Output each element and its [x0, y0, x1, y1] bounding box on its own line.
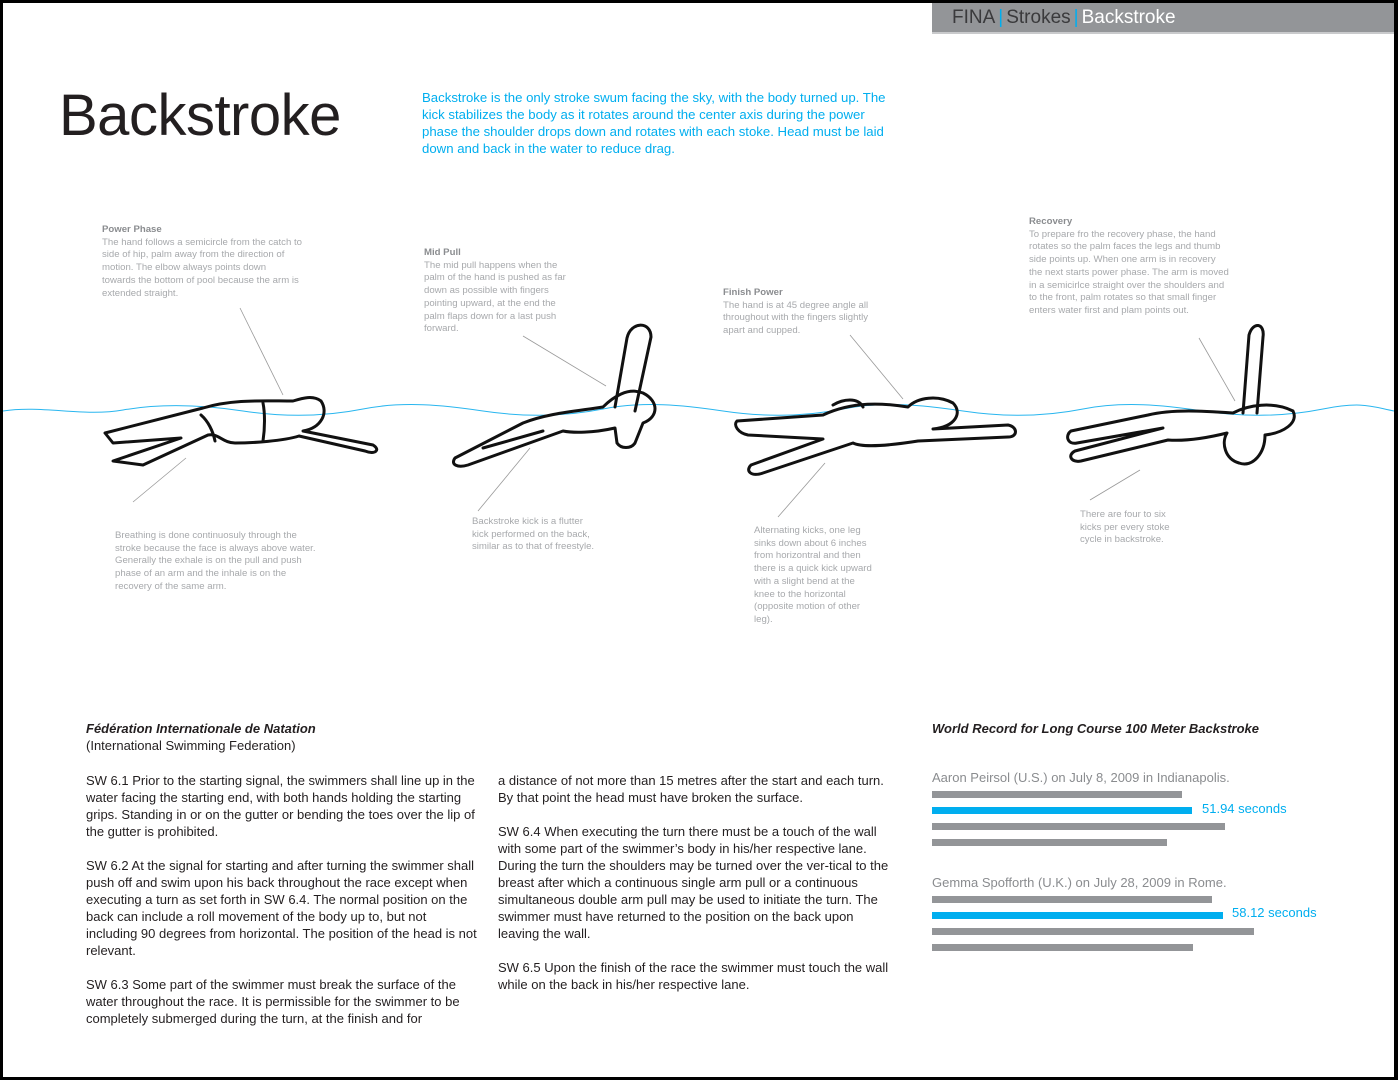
decorative-bar: [932, 823, 1225, 830]
record-label: Gemma Spofforth (U.K.) on July 28, 2009 in Rome.: [932, 875, 1227, 890]
phase-note-power: [102, 224, 302, 300]
rules-column-2: [498, 772, 896, 1010]
leader-line: [1090, 470, 1140, 500]
swimmer-mid-pull: [453, 325, 655, 466]
leader-line: [778, 463, 825, 517]
record-label: Aaron Peirsol (U.S.) on July 8, 2009 in Indianapolis.: [932, 770, 1230, 785]
rule-paragraph: SW 6.3 Some part of the swimmer must break the surface of the water throughout the race. It is permissible for the swimmer to be completely submerged during the turn, at the finish and for: [86, 977, 460, 1026]
fina-subheading: (International Swimming Federation): [86, 738, 296, 753]
rule-paragraph: SW 6.1 Prior to the starting signal, the swimmers shall line up in the water facing the starting end, with both hands holding the starting grips. Standing in or on the gutter or bending the toes over the lip of the gutter is prohibited.: [86, 773, 475, 839]
phase-heading: Power Phase: [102, 224, 162, 235]
page: [3, 3, 1394, 1077]
fina-heading: Fédération Internationale de Natation: [86, 721, 316, 736]
rule-paragraph: SW 6.2 At the signal for starting and after turning the swimmer shall push off and swim upon his back throughout the race except when executing a turn as set forth in SW 6.4. The normal position on the back can include a roll movement of the body up to, but not including 90 degrees from horizontal. The position of the head is not relevant.: [86, 858, 477, 958]
breadcrumb-separator: |: [998, 7, 1004, 28]
rule-paragraph: SW 6.5 Upon the finish of the race the swimmer must touch the wall while on the back in his/her respective lane.: [498, 960, 889, 992]
record-value: 58.12 seconds: [1232, 905, 1317, 920]
breadcrumb: [932, 3, 1394, 34]
breadcrumb-backstroke: Backstroke: [1081, 7, 1176, 28]
rule-paragraph: SW 6.4 When executing the turn there must be a touch of the wall with some part of the swimmer’s body in his/her respective lane. During the turn the shoulders may be turned over the ver-tical to the breast after which a continuous single arm pull or a continuous simultaneous double arm pull may be used to initiate the turn. The swimmer must have returned to the position on the back upon leaving the wall.: [498, 824, 889, 941]
record-value: 51.94 seconds: [1202, 801, 1287, 816]
swimmer-finish-power: [736, 398, 1016, 474]
decorative-bar: [932, 928, 1254, 935]
phase-description: To prepare fro the recovery phase, the hand rotates so the palm faces the legs and thumb side points up. When one arm is in recovery the next starts power phase. The arm is moved in a semicirlce straight over the shoulders and to the front, palm rotates so that small finger enters water first and plam points out.: [1029, 228, 1229, 316]
breadcrumb-separator: |: [1073, 7, 1079, 28]
kick-count-note: There are four to six kicks per every stoke cycle in backstroke.: [1080, 509, 1170, 546]
breathing-note: Breathing is done continuosuly through the stroke because the face is always above water. Generally the exhale is on the pull and push phase of an arm and the inhale is on the recovery of the same arm.: [115, 530, 316, 592]
breadcrumb-fina[interactable]: FINA: [952, 7, 996, 28]
world-record-heading: World Record for Long Course 100 Meter Backstroke: [932, 721, 1260, 736]
intro-text: Backstroke is the only stroke swum facing the sky, with the body turned up. The kick stabilizes the body as it rotates around the center axis during the power phase the shoulder drops down and rotates with each stoke. Head must be laid down and back in the water to reduce drag.: [422, 90, 886, 156]
phase-heading: Mid Pull: [424, 247, 461, 258]
phase-note-recovery: [1029, 216, 1229, 318]
leader-line: [523, 336, 606, 386]
swimmer-recovery: [1068, 325, 1295, 464]
breadcrumb-strokes[interactable]: Strokes: [1006, 7, 1071, 28]
leader-line: [1199, 338, 1235, 401]
leader-line: [850, 335, 903, 399]
kick-note: Backstroke kick is a flutter kick performed on the back, similar as to that of freestyle.: [472, 516, 595, 553]
alternating-kick-note: Alternating kicks, one leg sinks down about 6 inches from horizontral and then there is a quick kick upward with a slight bend at the knee to the horizontal (opposite motion of other leg).: [754, 525, 872, 625]
leader-line: [133, 458, 186, 502]
phase-description: The hand follows a semicircle from the catch to side of hip, palm away from the direction of motion. The elbow always points down towards the bottom of pool because the arm is extended straight.: [102, 236, 302, 299]
swimmer-power-phase: [105, 398, 377, 465]
page-title: Backstroke: [59, 83, 341, 148]
phase-description: The hand is at 45 degree angle all throughout with the fingers slightly apart and cupped.: [723, 299, 869, 337]
decorative-bar: [932, 944, 1193, 951]
phase-note-mid-pull: [424, 247, 574, 336]
phase-heading: Recovery: [1029, 216, 1073, 227]
decorative-bar: [932, 896, 1212, 903]
decorative-bar: [932, 791, 1182, 798]
rule-paragraph: a distance of not more than 15 metres after the start and each turn. By that point the head must have broken the surface.: [498, 773, 884, 805]
record-bar-blue: [932, 912, 1223, 919]
phase-heading: Finish Power: [723, 287, 783, 298]
record-bar-blue: [932, 807, 1192, 814]
decorative-bar: [932, 839, 1167, 846]
leader-line: [240, 308, 283, 395]
rules-column-1: [86, 772, 481, 1044]
phase-description: The mid pull happens when the palm of the hand is pushed as far down as possible with fingers pointing upward, at the end the palm flaps down for a last push forward.: [424, 259, 566, 335]
leader-line: [478, 448, 530, 511]
waterline: [3, 405, 1394, 416]
phase-note-finish-power: [723, 287, 878, 338]
